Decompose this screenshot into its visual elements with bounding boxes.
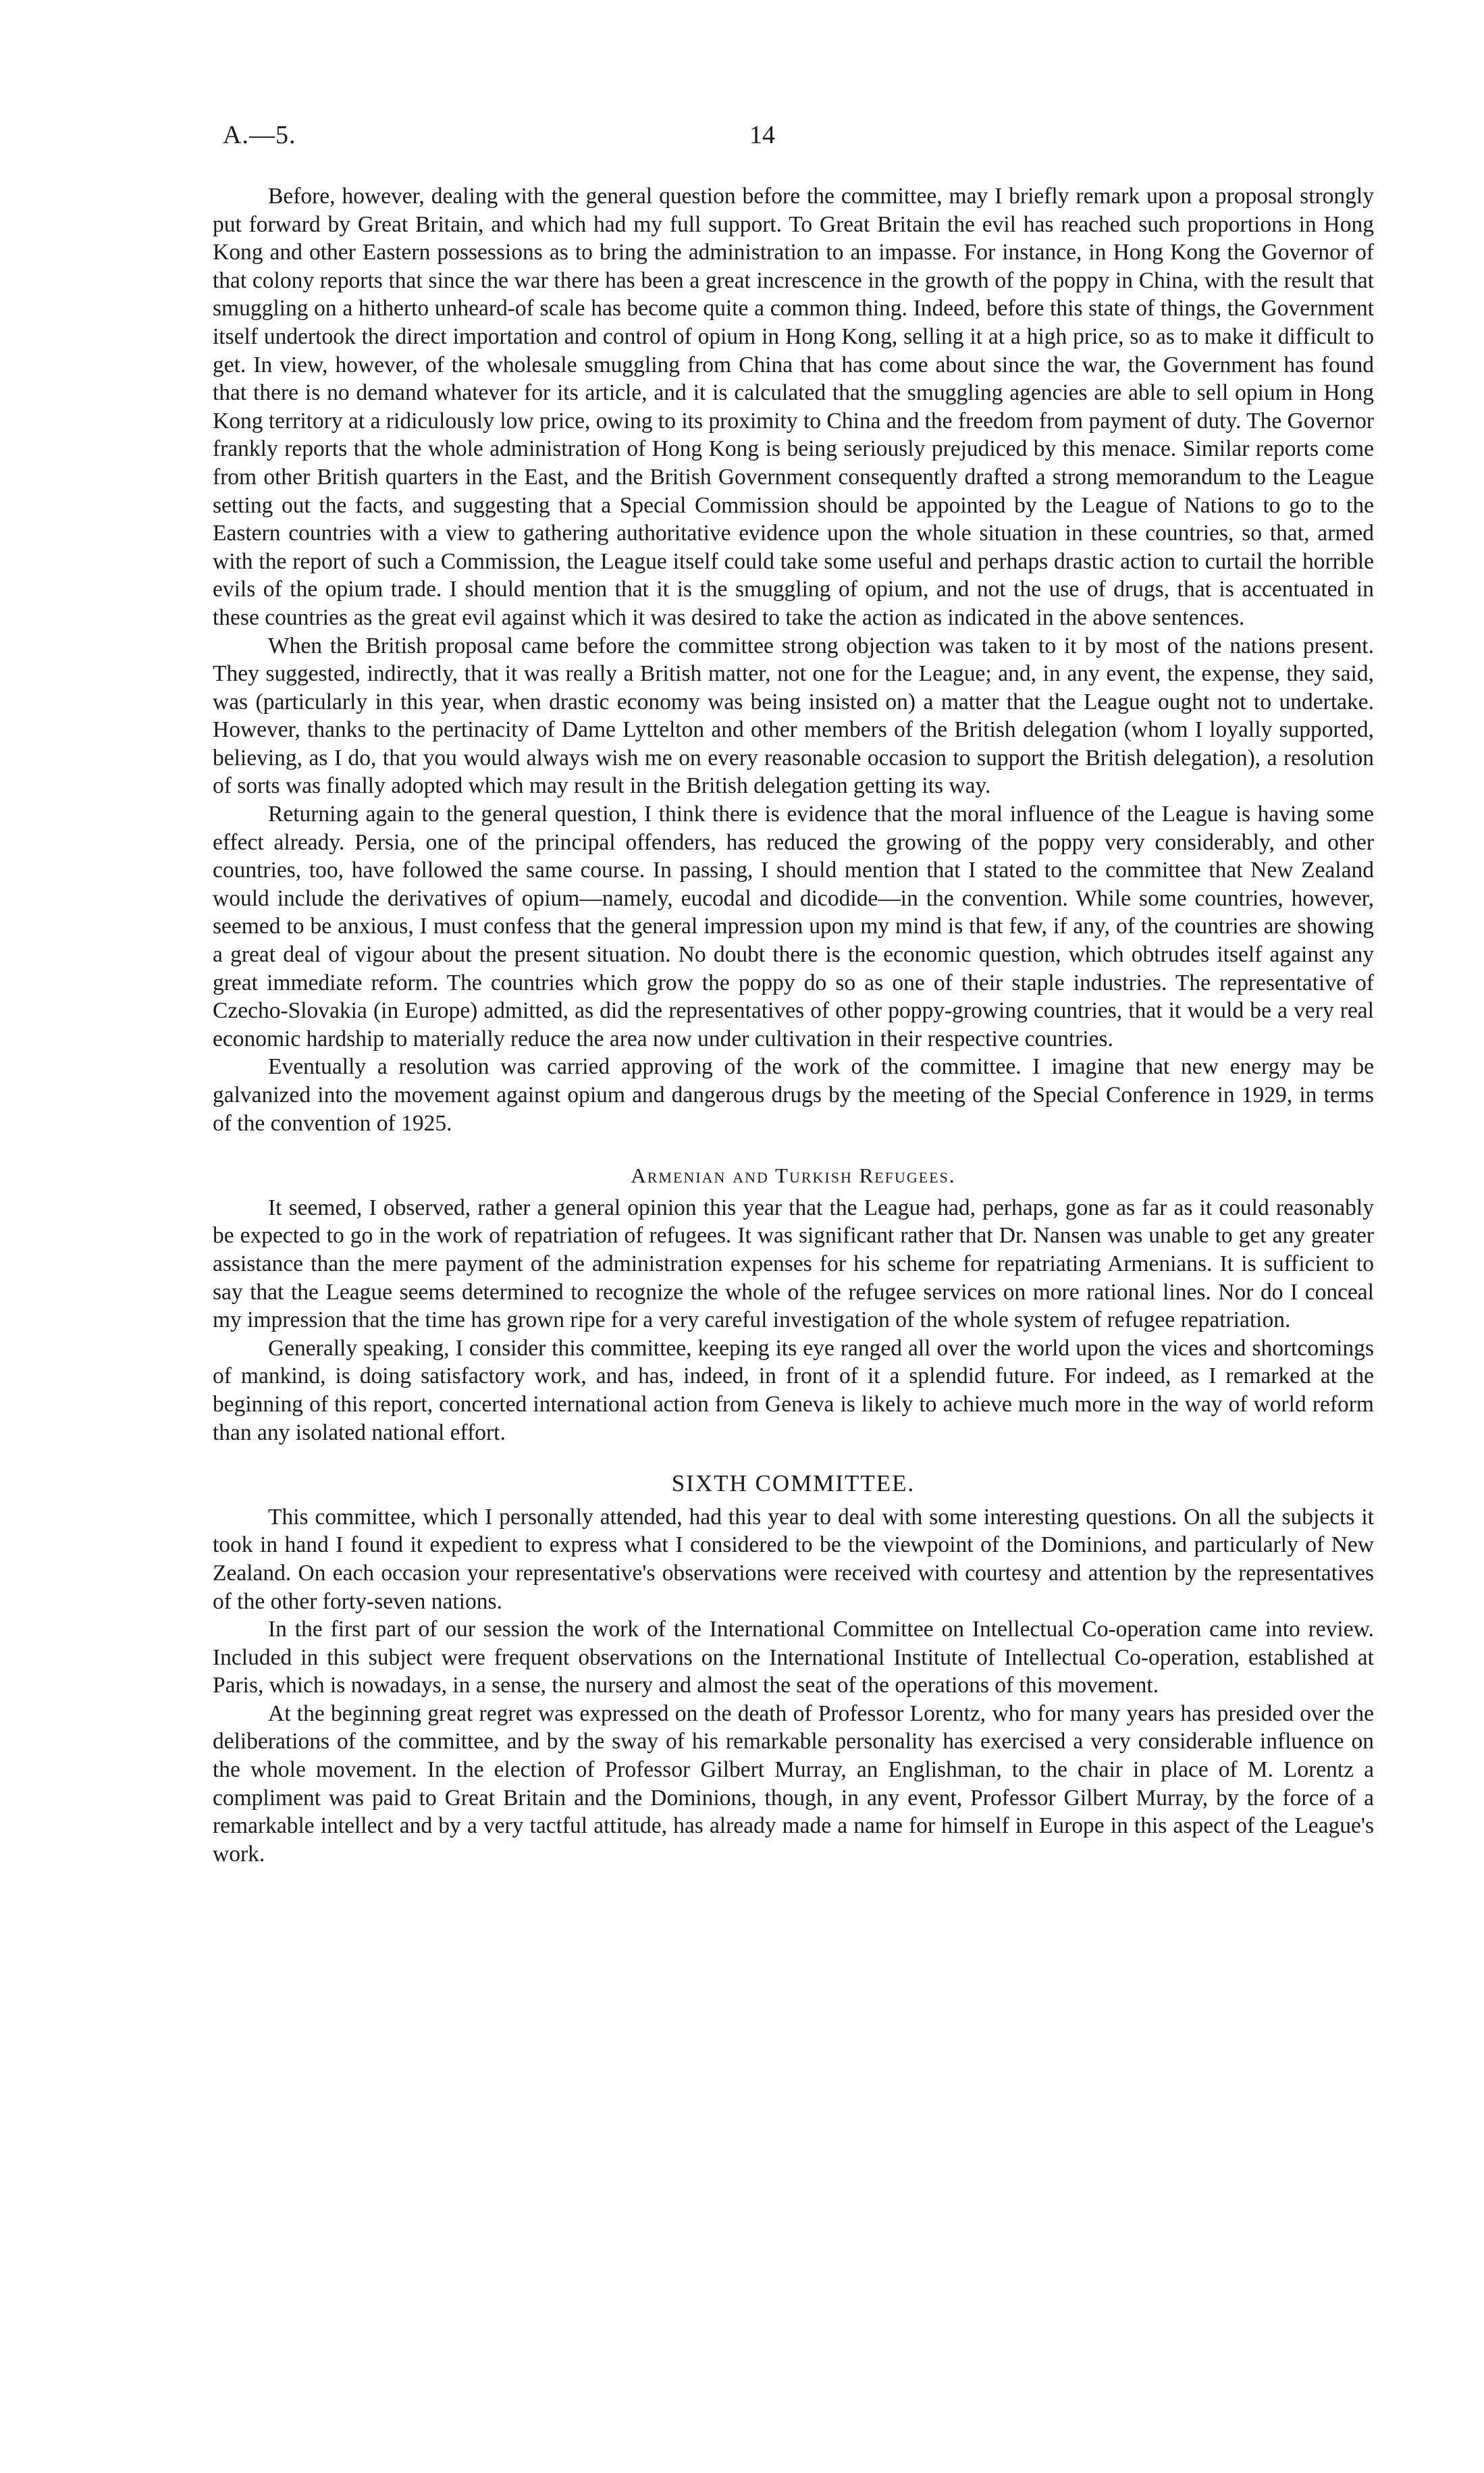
paragraph: It seemed, I observed, rather a general opinion this year that the League had, perhaps, gone as far as it could reasonably be expected to go in the work of repatriation of refugees. It was significant rather that Dr. Nansen was unable to get any greater assistance than the mere payment of the administration expenses for his scheme for repatriating Armenians. It is sufficient to say that the League seems determined to recognize the whole of the refugee services on more rational lines. Nor do I conceal my impression that the time has grown ripe for a very careful investigation of the whole system of refugee repatriation. xyxy=(213,1195,1374,1333)
paragraph: Eventually a resolution was carried approving of the work of the committee. I imagine that new energy may be galvanized into the movement against opium and dangerous drugs by the meeting of the Special Conference in 1929, in terms of the convention of 1925. xyxy=(213,1054,1374,1136)
paragraph: Generally speaking, I consider this committee, keeping its eye ranged all over the world upon the vices and shortcomings of mankind, is doing satisfactory work, and has, indeed, in front of it a splendid future. For indeed, as I remarked at the beginning of this report, concerted international action from Geneva is likely to achieve much more in the way of world reform than any isolated national effort. xyxy=(213,1335,1374,1445)
body-text xyxy=(213,182,1374,1868)
paragraph: Returning again to the general question, I think there is evidence that the moral influence of the League is having some effect already. Persia, one of the principal offenders, has reduced the growing of the poppy very considerably, and other countries, too, have followed the same course. In passing, I should mention that I stated to the committee that New Zealand would include the derivatives of opium—namely, eucodal and dicodide—in the convention. While some countries, however, seemed to be anxious, I must confess that the general impression upon my mind is that few, if any, of the countries are showing a great deal of vigour about the present situation. No doubt there is the economic question, which obtrudes itself against any great immediate reform. The countries which grow the poppy do so as one of their staple industries. The representative of Czecho-Slovakia (in Europe) admitted, as did the representatives of other poppy-growing countries, that it would be a very real economic hardship to materially reduce the area now under cultivation in their respective countries. xyxy=(213,802,1374,1051)
paragraph: This committee, which I personally attended, had this year to deal with some interesting questions. On all the subjects it took in hand I found it expedient to express what I considered to be the viewpoint of the Dominions, and particularly of New Zealand. On each occasion your representative's observations were received with courtesy and attention by the representatives of the other forty-seven nations. xyxy=(213,1504,1374,1614)
page-number: 14 xyxy=(749,121,775,149)
page-header xyxy=(0,120,1484,161)
paragraph: At the beginning great regret was expressed on the death of Professor Lorentz, who for many years has presided over the deliberations of the committee, and by the sway of his remarkable personality has exercised a very considerable influence on the whole movement. In the election of Professor Gilbert Murray, an Englishman, to the chair in place of M. Lorentz a compliment was paid to Great Britain and the Dominions, though, in any event, Professor Gilbert Murray, by the force of a remarkable intellect and by a very tactful attitude, has already made a name for himself in Europe in this aspect of the League's work. xyxy=(213,1700,1374,1867)
paragraph: Before, however, dealing with the general question before the committee, may I briefly remark upon a proposal strongly put forward by Great Britain, and which had my full support. To Great Britain the evil has reached such proportions in Hong Kong and other Eastern possessions as to bring the administration to an impasse. For instance, in Hong Kong the Governor of that colony reports that since the war there has been a great increscence in the growth of the poppy in China, with the result that smuggling on a hitherto unheard-of scale has become quite a common thing. Indeed, before this state of things, the Government itself undertook the direct importation and control of opium in Hong Kong, selling it at a high price, so as to make it difficult to get. In view, however, of the wholesale smuggling from China that has come about since the war, the Government has found that there is no demand whatever for its article, and it is calculated that the smuggling agencies are able to sell opium in Hong Kong territory at a ridiculously low price, owing to its proximity to China and the freedom from payment of duty. The Governor frankly reports that the whole administration of Hong Kong is being seriously prejudiced by this menace. Similar reports come from other British quarters in the East, and the British Government consequently drafted a strong memorandum to the League setting out the facts, and suggesting that a Special Commission should be appointed by the League of Nations to go to the Eastern countries with a view to gathering authoritative evidence upon the whole situation in these countries, so that, armed with the report of such a Commission, the League itself could take some useful and perhaps drastic action to curtail the horrible evils of the opium trade. I should mention that it is the smuggling of opium, and not the use of drugs, that is accentuated in these countries as the great evil against which it was desired to take the action as indicated in the above sentences. xyxy=(213,184,1374,630)
paragraph: When the British proposal came before the committee strong objection was taken to it by most of the nations present. They suggested, indirectly, that it was really a British matter, not one for the League; and, in any event, the expense, they said, was (particularly in this year, when drastic economy was being insisted on) a matter that the League ought not to undertake. However, thanks to the pertinacity of Dame Lyttelton and other members of the British delegation (whom I loyally supported, believing, as I do, that you would always wish me on every reasonable occasion to support the British delegation), a resolution of sorts was finally adopted which may result in the British delegation getting its way. xyxy=(213,633,1374,799)
section-heading: SIXTH COMMITTEE. xyxy=(671,1470,916,1497)
document-reference: A.—5. xyxy=(223,121,296,149)
section-subheading: Armenian and Turkish Refugees. xyxy=(631,1164,956,1188)
paragraph: In the first part of our session the work of the International Committee on Intellectual Co-operation came into review. Included in this subject were frequent observations on the International Institute of Intellectual Co-operation, established at Paris, which is nowadays, in a sense, the nursery and almost the seat of the operations of this movement. xyxy=(213,1617,1374,1698)
